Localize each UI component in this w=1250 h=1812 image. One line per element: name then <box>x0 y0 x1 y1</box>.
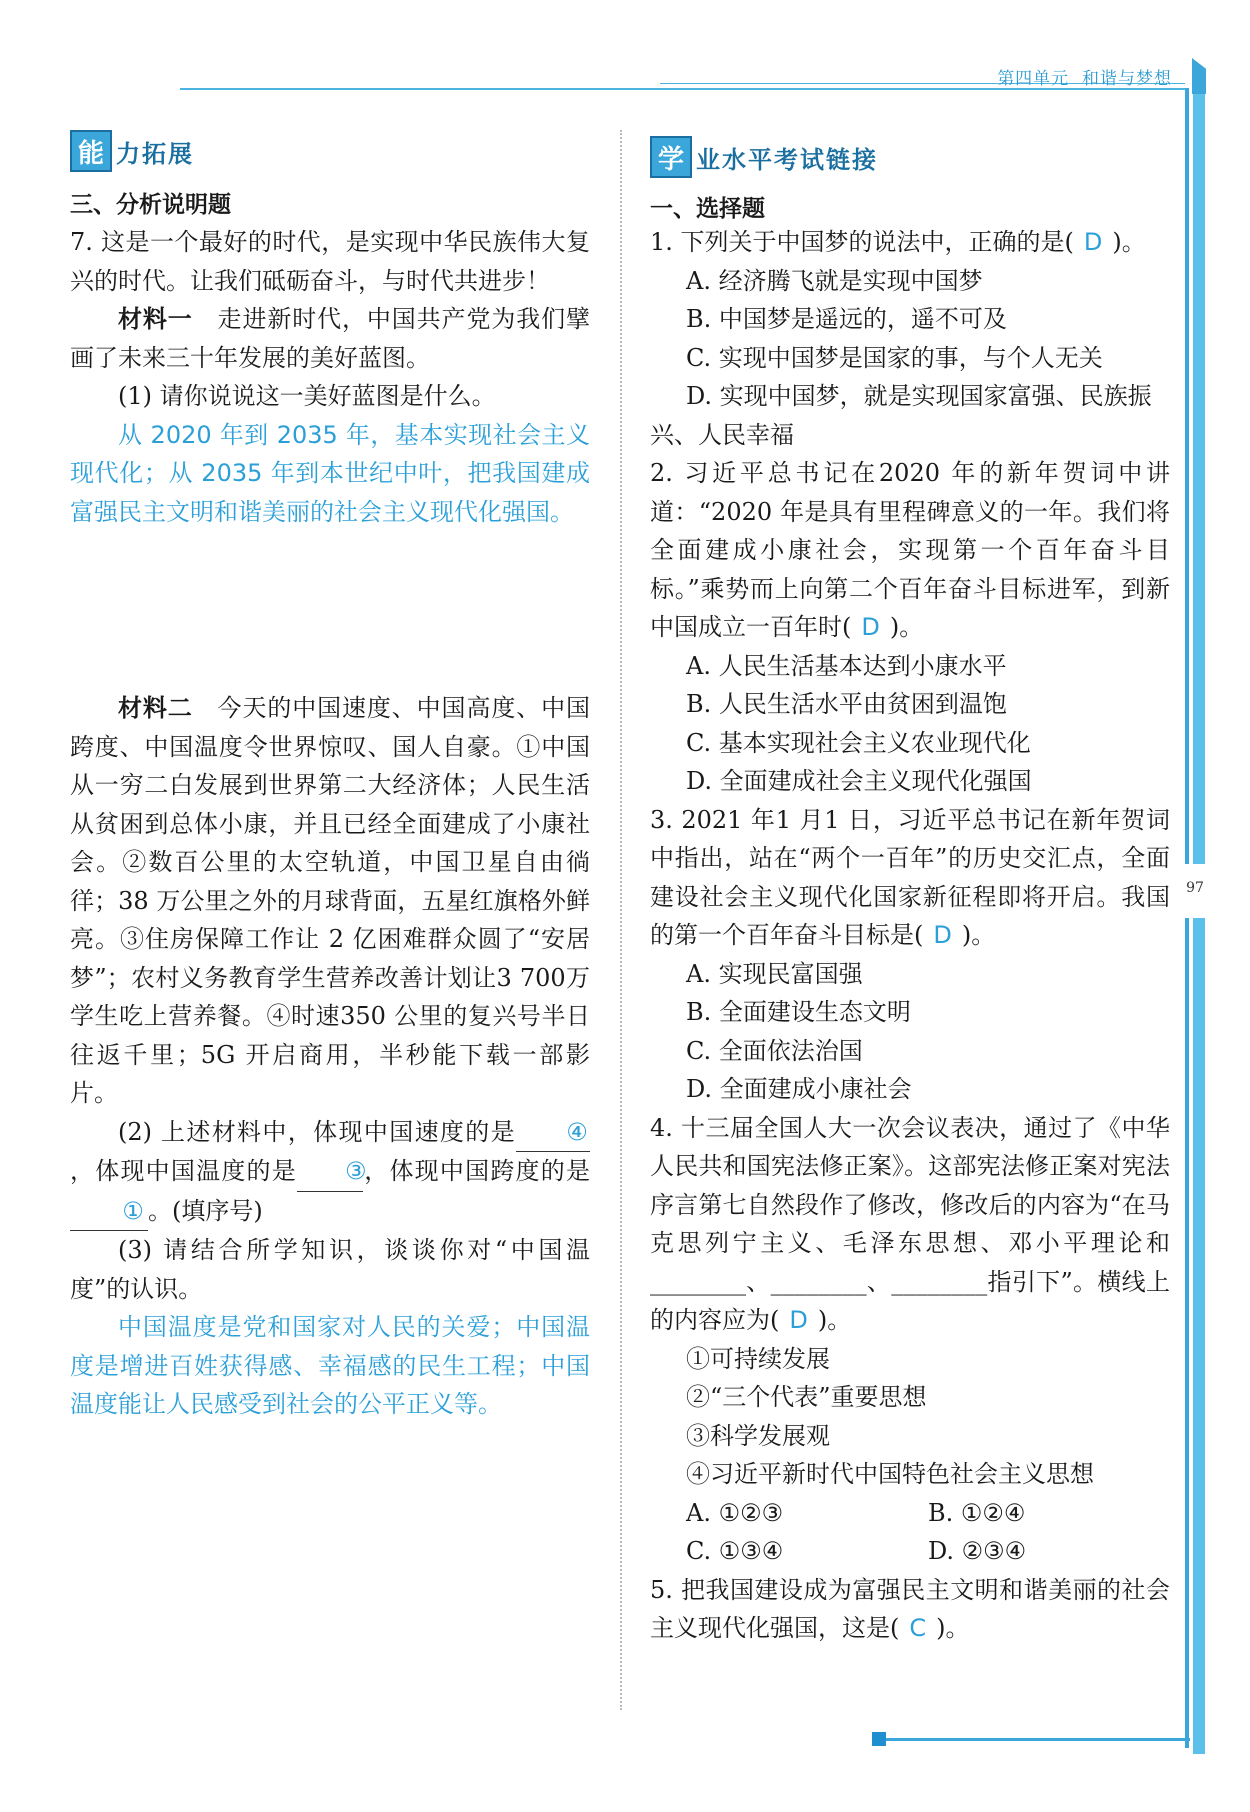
q4-option-a: A. ①②③ <box>686 1498 784 1527</box>
q4-option-b: B. ①②④ <box>928 1498 1026 1527</box>
banner-initial: 学 <box>650 136 692 178</box>
q3-option-d: D. 全面建成小康社会 <box>686 1075 912 1103</box>
q1-option-a: A. 经济腾飞就是实现中国梦 <box>686 266 983 295</box>
q5-stem: 5. 把我国建设成为富强民主文明和谐美丽的社会主义现代化强国，这是( <box>650 1575 1170 1642</box>
header-tab <box>1192 58 1206 94</box>
q4-answer: D <box>789 1306 808 1334</box>
material-1-label: 材料一 <box>118 304 193 333</box>
q1-option-c: C. 实现中国梦是国家的事，与个人无关 <box>686 343 1103 372</box>
q7-sub2 <box>70 1113 590 1232</box>
q4-item-1: ①可持续发展 <box>686 1344 830 1373</box>
material-2 <box>70 689 590 1113</box>
right-column <box>650 136 1170 1648</box>
banner-ability <box>70 130 590 172</box>
q5-answer: C <box>909 1614 927 1642</box>
page-number: 97 <box>1186 880 1204 896</box>
material-1-text: 走进新时代，中国共产党为我们擘画了未来三十年发展的美好蓝图。 <box>70 305 591 372</box>
blank-span: ① <box>70 1192 148 1232</box>
question-5 <box>650 1571 1170 1648</box>
q4-option-c: C. ①③④ <box>686 1537 784 1565</box>
q7-sub1: (1) 请你说说这一美好蓝图是什么。 <box>118 382 496 410</box>
q3-option-c: C. 全面依法治国 <box>686 1036 863 1065</box>
left-column <box>70 130 590 1424</box>
running-header <box>997 64 1172 89</box>
section-title: 三、分析说明题 <box>70 192 231 218</box>
question-2 <box>650 454 1170 647</box>
q2-text-b: ，体现中国温度的是 <box>70 1157 297 1185</box>
q4-options-row-1 <box>650 1494 1170 1533</box>
footer-rule <box>880 1738 1190 1741</box>
answer-1: 从 2020 年到 2035 年，基本实现社会主义现代化；从 2035 年到本世纪中叶，把我国建成富强民主文明和谐美丽的社会主义现代化强国。 <box>70 420 590 526</box>
q1-option-d: D. 实现中国梦，就是实现国家富强、民族振兴、人民幸福 <box>650 382 1152 449</box>
margin-bar <box>1185 88 1189 1748</box>
q1-option-b: B. 中国梦是遥远的，遥不可及 <box>686 305 1007 333</box>
q4-end: )。 <box>817 1306 852 1334</box>
answer-space <box>70 531 590 689</box>
footer-square <box>872 1732 886 1746</box>
material-2-text: 今天的中国速度、中国高度、中国跨度、中国温度令世界惊叹、国人自豪。①中国从一穷二白发展到世界第二大经济体；人民生活从贫困到总体小康，并且已经全面建成了小康社会。②数百公里的太空轨道，中国卫星自由徜徉；38 万公里之外的月球背面，五星红旗格外鲜亮。③住房保障工作让 2 亿困难群众圆了“安居梦”；农村义务教育学生营养改善计划让3 700万学生吃上营养餐。④时速350 公里的复兴号半日往返千里；5G 开启商用，半秒能下载一部影片。 <box>70 694 591 1107</box>
q1-stem: 1. 下列关于中国梦的说法中，正确的是( <box>650 228 1074 256</box>
question-1 <box>650 223 1170 262</box>
section-title: 一、选择题 <box>650 196 765 222</box>
unit-title: 和谐与梦想 <box>1082 69 1172 89</box>
q2-option-b: B. 人民生活水平由贫困到温饱 <box>686 690 1007 718</box>
answer-3: 中国温度是党和国家对人民的关爱；中国温度是增进百姓获得感、幸福感的民生工程；中国温度能让人民感受到社会的公平正义等。 <box>70 1313 590 1418</box>
q2-option-c: C. 基本实现社会主义农业现代化 <box>686 728 1031 757</box>
q2-option-d: D. 全面建成社会主义现代化强国 <box>686 767 1032 795</box>
q4-stem: 4. 十三届全国人大一次会议表决，通过了《中华人民共和国宪法修正案》。这部宪法修正案对宪法序言第七自然段作了修改，修改后的内容为“在马克思列宁主义、毛泽东思想、邓小平理论和________、________、________指引下”。横线上的内容应为( <box>650 1113 1170 1334</box>
q3-end: )。 <box>961 921 996 949</box>
question-4 <box>650 1109 1170 1340</box>
q2-text-d: 。(填序号) <box>148 1196 263 1225</box>
margin-bar-outer <box>1193 94 1205 1754</box>
q4-item-4: ④习近平新时代中国特色社会主义思想 <box>686 1460 1094 1488</box>
q4-item-3: ③科学发展观 <box>686 1421 830 1450</box>
material-1 <box>70 300 590 377</box>
q3-answer: D <box>933 921 952 949</box>
q2-end: )。 <box>889 613 924 641</box>
blank-speed: ④ <box>516 1113 590 1153</box>
banner-text: 力拓展 <box>116 139 194 168</box>
q7-sub3: (3) 请结合所学知识，谈谈你对“中国温度”的认识。 <box>70 1236 590 1303</box>
blank-temperature: ③ <box>297 1152 363 1192</box>
unit-label: 第四单元 <box>997 69 1070 89</box>
q3-option-a: A. 实现民富国强 <box>686 959 863 988</box>
material-2-label: 材料二 <box>118 693 193 722</box>
banner-exam <box>650 136 1170 178</box>
q2-answer: D <box>861 613 880 641</box>
q3-stem: 3. 2021 年1 月1 日，习近平总书记在新年贺词中指出，站在“两个一百年”的历史交汇点，全面建设社会主义现代化国家新征程即将开启。我国的第一个百年奋斗目标是( <box>650 805 1170 949</box>
q2-stem: 2. 习近平总书记在2020 年的新年贺词中讲道：“2020 年是具有里程碑意义的一年。我们将全面建成小康社会，实现第一个百年奋斗目标。”乘势而上向第二个百年奋斗目标进军，到新中国成立一百年时( <box>650 459 1170 641</box>
column-divider <box>620 130 622 1710</box>
q2-text-a: (2) 上述材料中，体现中国速度的是 <box>118 1117 516 1146</box>
q2-option-a: A. 人民生活基本达到小康水平 <box>686 651 1007 680</box>
q5-end: )。 <box>936 1614 970 1642</box>
banner-text: 业水平考试链接 <box>696 145 878 174</box>
question-3 <box>650 801 1170 955</box>
q2-text-c: ，体现中国跨度的是 <box>363 1157 590 1185</box>
q4-item-2: ②“三个代表”重要思想 <box>686 1383 927 1411</box>
q1-answer: D <box>1083 228 1103 256</box>
q4-option-d: D. ②③④ <box>928 1537 1027 1565</box>
q3-option-b: B. 全面建设生态文明 <box>686 998 911 1026</box>
q4-options-row-2 <box>650 1532 1170 1571</box>
banner-initial: 能 <box>70 130 112 172</box>
q1-end: )。 <box>1112 228 1146 256</box>
q7-intro: 7. 这是一个最好的时代，是实现中华民族伟大复兴的时代。让我们砥砺奋斗，与时代共进步！ <box>70 228 590 295</box>
